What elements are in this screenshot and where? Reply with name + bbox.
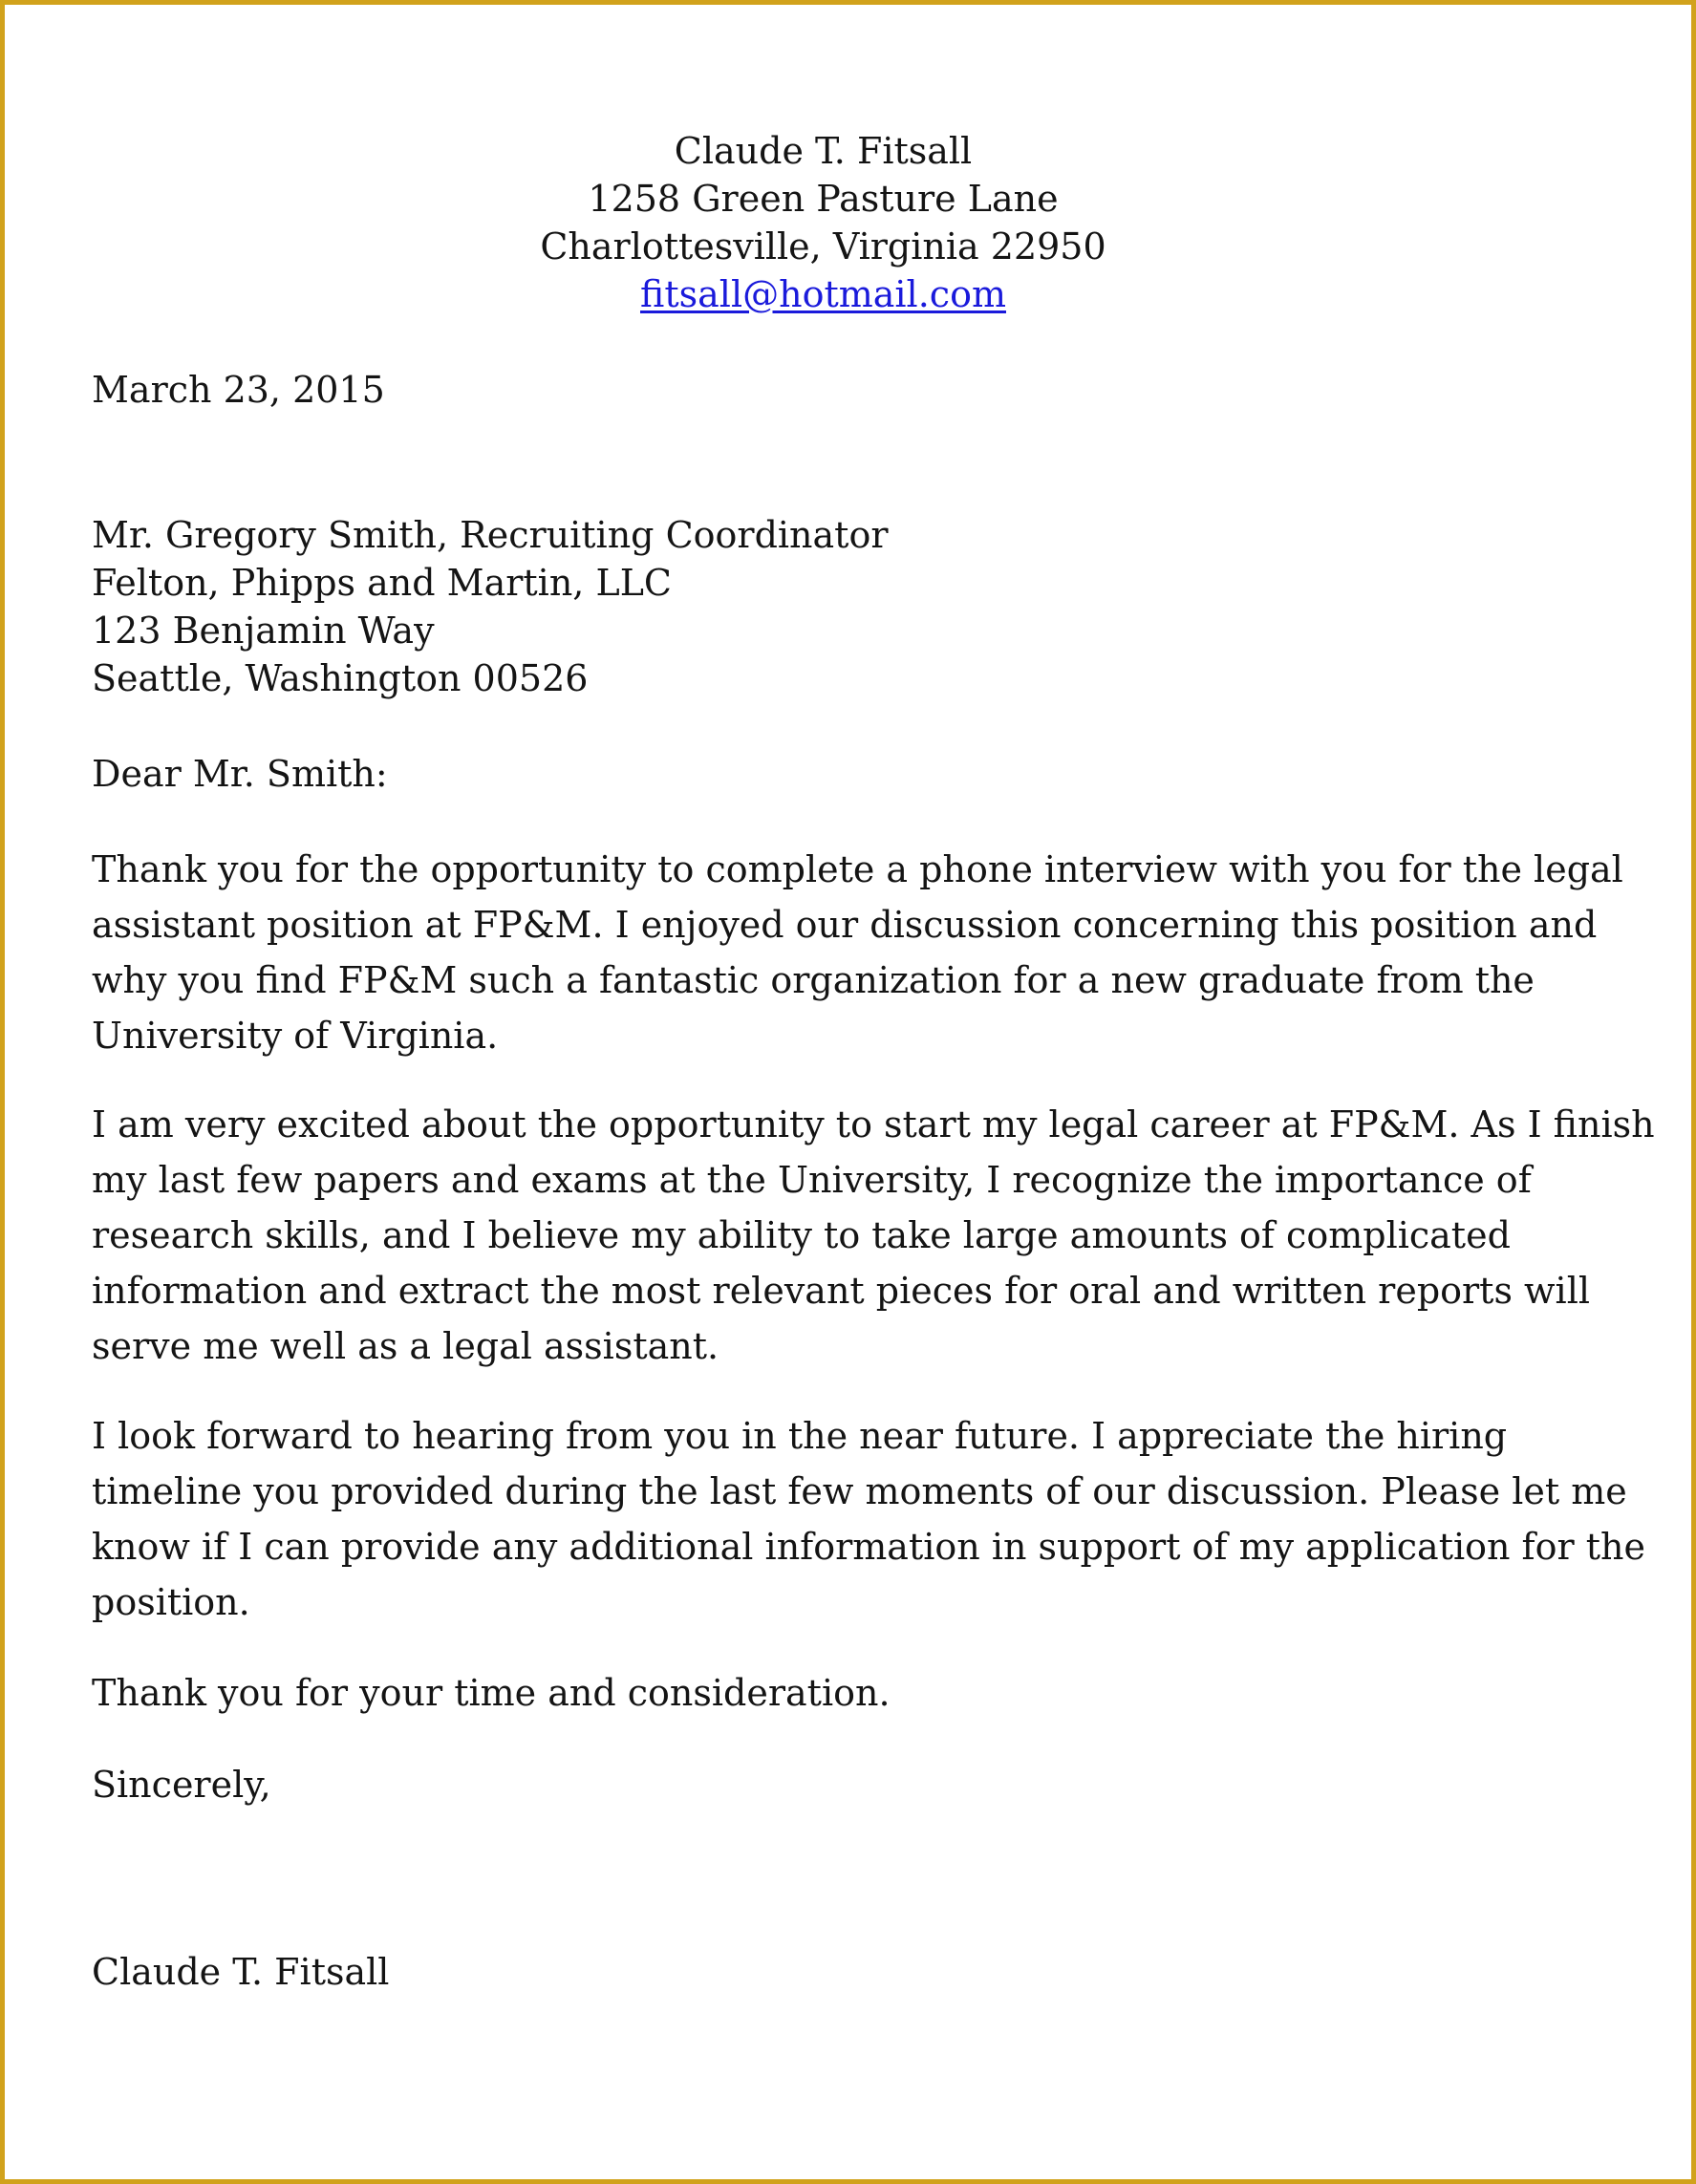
sender-city-state-zip: Charlottesville, Virginia 22950 bbox=[540, 225, 1106, 268]
paragraph-line: I am very excited about the opportunity to start my legal career at FP&M. As I finish bbox=[92, 1103, 1655, 1146]
salutation-text: Dear Mr. Smith: bbox=[92, 753, 388, 795]
sender-email-link[interactable]: fitsall@hotmail.com bbox=[640, 273, 1006, 315]
recipient-line-1: Mr. Gregory Smith, Recruiting Coordinator bbox=[92, 514, 889, 556]
paragraph-line: serve me well as a legal assistant. bbox=[92, 1325, 719, 1367]
paragraph-line: University of Virginia. bbox=[92, 1015, 499, 1057]
closing-text: Sincerely, bbox=[92, 1764, 271, 1806]
signature-name bbox=[92, 1944, 1582, 2000]
paragraph-line: information and extract the most relevant pieces for oral and written reports will bbox=[92, 1270, 1591, 1312]
paragraph-line: timeline you provided during the last few moments of our discussion. Please let me bbox=[92, 1470, 1627, 1512]
paragraph-1 bbox=[92, 842, 1623, 1063]
recipient-line-4: Seattle, Washington 00526 bbox=[92, 657, 589, 699]
paragraph-line: research skills, and I believe my ability to take large amounts of complicated bbox=[92, 1214, 1511, 1256]
closing bbox=[92, 1757, 1582, 1812]
closing-thanks-text: Thank you for your time and consideration. bbox=[92, 1672, 891, 1714]
recipient-line-3: 123 Benjamin Way bbox=[92, 610, 435, 652]
sender-header bbox=[5, 127, 1642, 318]
sender-street: 1258 Green Pasture Lane bbox=[588, 178, 1059, 220]
salutation bbox=[92, 750, 1582, 798]
paragraph-line: assistant position at FP&M. I enjoyed our discussion concerning this position and bbox=[92, 904, 1598, 946]
paragraph-line: know if I can provide any additional information in support of my application for the bbox=[92, 1526, 1645, 1568]
paragraph-2 bbox=[92, 1097, 1655, 1374]
letter-date bbox=[92, 366, 1582, 414]
paragraph-line: my last few papers and exams at the University, I recognize the importance of bbox=[92, 1159, 1532, 1201]
recipient-line-2: Felton, Phipps and Martin, LLC bbox=[92, 562, 672, 604]
paragraph-line: I look forward to hearing from you in the near future. I appreciate the hiring bbox=[92, 1415, 1508, 1457]
closing-thanks bbox=[92, 1665, 1582, 1721]
signature-name-text: Claude T. Fitsall bbox=[92, 1951, 390, 1993]
paragraph-line: Thank you for the opportunity to complete a phone interview with you for the legal bbox=[92, 848, 1623, 890]
recipient-address bbox=[92, 511, 1582, 702]
paragraph-3 bbox=[92, 1408, 1645, 1630]
paragraph-line: why you find FP&M such a fantastic organization for a new graduate from the bbox=[92, 959, 1535, 1001]
sender-name: Claude T. Fitsall bbox=[674, 130, 973, 172]
date-text: March 23, 2015 bbox=[92, 369, 385, 411]
paragraph-line: position. bbox=[92, 1581, 250, 1623]
